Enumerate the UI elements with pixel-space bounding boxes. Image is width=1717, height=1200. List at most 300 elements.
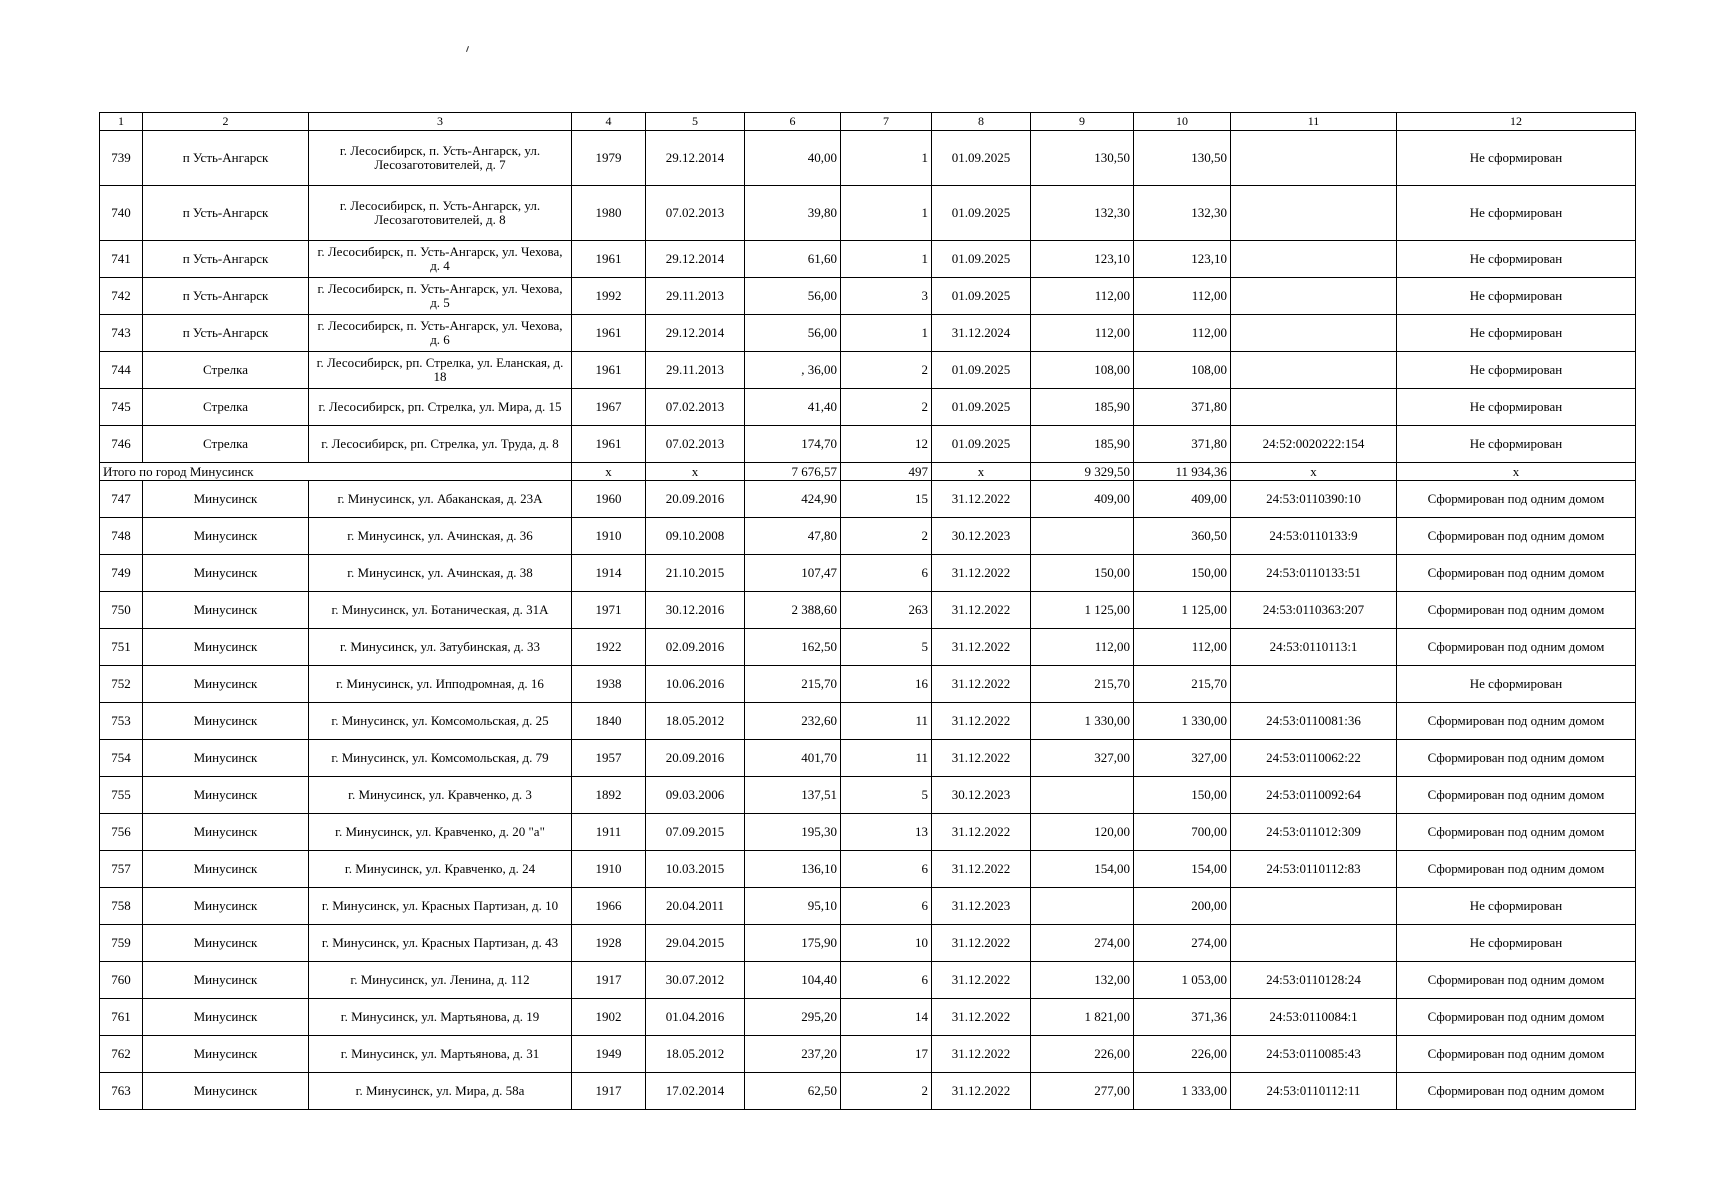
record-date: 01.04.2016 <box>646 999 745 1036</box>
area-value: 41,40 <box>745 389 841 426</box>
row-number: 754 <box>100 740 143 777</box>
resident-count: 1 <box>841 241 932 278</box>
resident-count: 3 <box>841 278 932 315</box>
resident-count: 2 <box>841 518 932 555</box>
row-number: 742 <box>100 278 143 315</box>
land-status: Сформирован под одним домом <box>1397 592 1636 629</box>
record-date: 29.11.2013 <box>646 352 745 389</box>
table-row <box>100 1073 1636 1110</box>
row-number: 739 <box>100 131 143 186</box>
area-value: 2 388,60 <box>745 592 841 629</box>
cadastral-number: 24:53:011012:309 <box>1231 814 1397 851</box>
record-date: 29.11.2013 <box>646 278 745 315</box>
col10-value: 200,00 <box>1134 888 1231 925</box>
col9-value: 185,90 <box>1031 426 1134 463</box>
column-number-row <box>100 113 1636 131</box>
col9-value: 215,70 <box>1031 666 1134 703</box>
table-row <box>100 352 1636 389</box>
area-value: 47,80 <box>745 518 841 555</box>
col10-value: 112,00 <box>1134 629 1231 666</box>
cadastral-number: 24:53:0110112:83 <box>1231 851 1397 888</box>
deadline-date: 31.12.2024 <box>932 315 1031 352</box>
land-status: Не сформирован <box>1397 278 1636 315</box>
address: г. Лесосибирск, п. Усть-Ангарск, ул. Лесозаготовителей, д. 7 <box>309 131 572 186</box>
col9-value: 327,00 <box>1031 740 1134 777</box>
column-number: 8 <box>932 113 1031 131</box>
build-year: 1910 <box>572 851 646 888</box>
table-row <box>100 629 1636 666</box>
resident-count: 2 <box>841 352 932 389</box>
address: г. Лесосибирск, рп. Стрелка, ул. Труда, д. 8 <box>309 426 572 463</box>
row-number: 760 <box>100 962 143 999</box>
deadline-date: 31.12.2022 <box>932 740 1031 777</box>
settlement: Минусинск <box>143 1073 309 1110</box>
col9-value: 274,00 <box>1031 925 1134 962</box>
settlement: Минусинск <box>143 925 309 962</box>
record-date: 20.04.2011 <box>646 888 745 925</box>
col10-value: 112,00 <box>1134 315 1231 352</box>
table-row <box>100 777 1636 814</box>
row-number: 759 <box>100 925 143 962</box>
deadline-date: 31.12.2022 <box>932 666 1031 703</box>
settlement: Минусинск <box>143 740 309 777</box>
deadline-date: 31.12.2022 <box>932 703 1031 740</box>
build-year: 1961 <box>572 352 646 389</box>
settlement: Стрелка <box>143 352 309 389</box>
col10-value: 371,36 <box>1134 999 1231 1036</box>
build-year: 1922 <box>572 629 646 666</box>
row-number: 763 <box>100 1073 143 1110</box>
column-number: 6 <box>745 113 841 131</box>
cadastral-number: 24:53:0110112:11 <box>1231 1073 1397 1110</box>
table-row <box>100 925 1636 962</box>
address: г. Минусинск, ул. Кравченко, д. 3 <box>309 777 572 814</box>
cadastral-number <box>1231 131 1397 186</box>
build-year: 1961 <box>572 426 646 463</box>
column-number: 4 <box>572 113 646 131</box>
address: г. Лесосибирск, п. Усть-Ангарск, ул. Лесозаготовителей, д. 8 <box>309 186 572 241</box>
settlement: Стрелка <box>143 426 309 463</box>
col9-value: 132,00 <box>1031 962 1134 999</box>
record-date: 20.09.2016 <box>646 481 745 518</box>
land-status: Сформирован под одним домом <box>1397 1073 1636 1110</box>
col9-value: 1 330,00 <box>1031 703 1134 740</box>
col10-value: 327,00 <box>1134 740 1231 777</box>
record-date: 29.12.2014 <box>646 241 745 278</box>
address: г. Минусинск, ул. Ачинская, д. 38 <box>309 555 572 592</box>
row-number: 753 <box>100 703 143 740</box>
column-number: 2 <box>143 113 309 131</box>
build-year: 1966 <box>572 888 646 925</box>
col10-value: 226,00 <box>1134 1036 1231 1073</box>
area-value: 195,30 <box>745 814 841 851</box>
resident-count: 2 <box>841 1073 932 1110</box>
area-value: 61,60 <box>745 241 841 278</box>
resident-count: 6 <box>841 851 932 888</box>
settlement: Минусинск <box>143 777 309 814</box>
col10-value: 1 330,00 <box>1134 703 1231 740</box>
total-deadline-date: x <box>932 463 1031 481</box>
cadastral-number <box>1231 186 1397 241</box>
settlement: п Усть-Ангарск <box>143 241 309 278</box>
housing-register-sheet <box>99 112 1636 1110</box>
cadastral-number: 24:53:0110085:43 <box>1231 1036 1397 1073</box>
address: г. Минусинск, ул. Красных Партизан, д. 10 <box>309 888 572 925</box>
area-value: 295,20 <box>745 999 841 1036</box>
record-date: 29.12.2014 <box>646 131 745 186</box>
land-status: Сформирован под одним домом <box>1397 481 1636 518</box>
housing-table <box>99 112 1636 1110</box>
deadline-date: 31.12.2022 <box>932 1073 1031 1110</box>
build-year: 1892 <box>572 777 646 814</box>
total-status: x <box>1397 463 1636 481</box>
column-number: 5 <box>646 113 745 131</box>
total-build-year: x <box>572 463 646 481</box>
table-row <box>100 814 1636 851</box>
deadline-date: 01.09.2025 <box>932 389 1031 426</box>
total-col10: 11 934,36 <box>1134 463 1231 481</box>
deadline-date: 31.12.2022 <box>932 925 1031 962</box>
col10-value: 150,00 <box>1134 777 1231 814</box>
table-row <box>100 851 1636 888</box>
record-date: 07.09.2015 <box>646 814 745 851</box>
area-value: 62,50 <box>745 1073 841 1110</box>
land-status: Сформирован под одним домом <box>1397 629 1636 666</box>
column-number: 1 <box>100 113 143 131</box>
address: г. Минусинск, ул. Затубинская, д. 33 <box>309 629 572 666</box>
col10-value: 371,80 <box>1134 389 1231 426</box>
address: г. Лесосибирск, п. Усть-Ангарск, ул. Чехова, д. 6 <box>309 315 572 352</box>
address: г. Минусинск, ул. Комсомольская, д. 79 <box>309 740 572 777</box>
col9-value: 185,90 <box>1031 389 1134 426</box>
col9-value: 123,10 <box>1031 241 1134 278</box>
address: г. Минусинск, ул. Мартьянова, д. 31 <box>309 1036 572 1073</box>
deadline-date: 30.12.2023 <box>932 518 1031 555</box>
record-date: 09.10.2008 <box>646 518 745 555</box>
land-status: Сформирован под одним домом <box>1397 999 1636 1036</box>
resident-count: 6 <box>841 962 932 999</box>
settlement: Минусинск <box>143 481 309 518</box>
deadline-date: 01.09.2025 <box>932 131 1031 186</box>
deadline-date: 31.12.2022 <box>932 629 1031 666</box>
build-year: 1917 <box>572 962 646 999</box>
resident-count: 11 <box>841 703 932 740</box>
deadline-date: 01.09.2025 <box>932 186 1031 241</box>
area-value: 104,40 <box>745 962 841 999</box>
col10-value: 409,00 <box>1134 481 1231 518</box>
row-number: 746 <box>100 426 143 463</box>
row-number: 741 <box>100 241 143 278</box>
build-year: 1917 <box>572 1073 646 1110</box>
address: г. Минусинск, ул. Ачинская, д. 36 <box>309 518 572 555</box>
row-number: 762 <box>100 1036 143 1073</box>
cadastral-number <box>1231 241 1397 278</box>
address: г. Минусинск, ул. Ботаническая, д. 31А <box>309 592 572 629</box>
col10-value: 700,00 <box>1134 814 1231 851</box>
col9-value: 112,00 <box>1031 278 1134 315</box>
col10-value: 150,00 <box>1134 555 1231 592</box>
address: г. Лесосибирск, рп. Стрелка, ул. Еланская, д. 18 <box>309 352 572 389</box>
deadline-date: 31.12.2022 <box>932 999 1031 1036</box>
col10-value: 154,00 <box>1134 851 1231 888</box>
land-status: Не сформирован <box>1397 186 1636 241</box>
build-year: 1840 <box>572 703 646 740</box>
cadastral-number: 24:52:0020222:154 <box>1231 426 1397 463</box>
area-value: 162,50 <box>745 629 841 666</box>
table-row <box>100 426 1636 463</box>
land-status: Сформирован под одним домом <box>1397 814 1636 851</box>
land-status: Не сформирован <box>1397 925 1636 962</box>
settlement: Минусинск <box>143 666 309 703</box>
settlement: Минусинск <box>143 629 309 666</box>
deadline-date: 31.12.2022 <box>932 814 1031 851</box>
record-date: 07.02.2013 <box>646 186 745 241</box>
table-row <box>100 481 1636 518</box>
area-value: 174,70 <box>745 426 841 463</box>
deadline-date: 31.12.2022 <box>932 1036 1031 1073</box>
area-value: 95,10 <box>745 888 841 925</box>
land-status: Не сформирован <box>1397 241 1636 278</box>
build-year: 1911 <box>572 814 646 851</box>
build-year: 1949 <box>572 1036 646 1073</box>
deadline-date: 01.09.2025 <box>932 352 1031 389</box>
cadastral-number <box>1231 666 1397 703</box>
land-status: Сформирован под одним домом <box>1397 851 1636 888</box>
address: г. Лесосибирск, п. Усть-Ангарск, ул. Чехова, д. 4 <box>309 241 572 278</box>
record-date: 18.05.2012 <box>646 703 745 740</box>
row-number: 750 <box>100 592 143 629</box>
land-status: Не сформирован <box>1397 666 1636 703</box>
deadline-date: 31.12.2023 <box>932 888 1031 925</box>
deadline-date: 31.12.2022 <box>932 481 1031 518</box>
land-status: Не сформирован <box>1397 315 1636 352</box>
total-area: 7 676,57 <box>745 463 841 481</box>
area-value: 136,10 <box>745 851 841 888</box>
build-year: 1980 <box>572 186 646 241</box>
row-number: 740 <box>100 186 143 241</box>
column-number: 11 <box>1231 113 1397 131</box>
settlement: п Усть-Ангарск <box>143 186 309 241</box>
area-value: 232,60 <box>745 703 841 740</box>
build-year: 1961 <box>572 315 646 352</box>
col10-value: 112,00 <box>1134 278 1231 315</box>
build-year: 1967 <box>572 389 646 426</box>
build-year: 1960 <box>572 481 646 518</box>
build-year: 1928 <box>572 925 646 962</box>
col10-value: 123,10 <box>1134 241 1231 278</box>
record-date: 17.02.2014 <box>646 1073 745 1110</box>
settlement: Минусинск <box>143 962 309 999</box>
cadastral-number <box>1231 278 1397 315</box>
record-date: 30.12.2016 <box>646 592 745 629</box>
resident-count: 15 <box>841 481 932 518</box>
resident-count: 1 <box>841 186 932 241</box>
area-value: , 36,00 <box>745 352 841 389</box>
cadastral-number: 24:53:0110084:1 <box>1231 999 1397 1036</box>
build-year: 1979 <box>572 131 646 186</box>
row-number: 745 <box>100 389 143 426</box>
column-number: 12 <box>1397 113 1636 131</box>
resident-count: 13 <box>841 814 932 851</box>
settlement: п Усть-Ангарск <box>143 315 309 352</box>
record-date: 21.10.2015 <box>646 555 745 592</box>
col9-value: 154,00 <box>1031 851 1134 888</box>
col9-value: 120,00 <box>1031 814 1134 851</box>
settlement: Минусинск <box>143 888 309 925</box>
record-date: 07.02.2013 <box>646 426 745 463</box>
col9-value: 112,00 <box>1031 315 1134 352</box>
record-date: 29.12.2014 <box>646 315 745 352</box>
address: г. Лесосибирск, п. Усть-Ангарск, ул. Чехова, д. 5 <box>309 278 572 315</box>
settlement: Минусинск <box>143 814 309 851</box>
col9-value: 409,00 <box>1031 481 1134 518</box>
area-value: 215,70 <box>745 666 841 703</box>
area-value: 56,00 <box>745 278 841 315</box>
row-number: 761 <box>100 999 143 1036</box>
row-number: 756 <box>100 814 143 851</box>
cadastral-number <box>1231 352 1397 389</box>
table-row <box>100 131 1636 186</box>
settlement: п Усть-Ангарск <box>143 131 309 186</box>
record-date: 10.03.2015 <box>646 851 745 888</box>
row-number: 743 <box>100 315 143 352</box>
land-status: Не сформирован <box>1397 131 1636 186</box>
area-value: 107,47 <box>745 555 841 592</box>
deadline-date: 31.12.2022 <box>932 962 1031 999</box>
col10-value: 371,80 <box>1134 426 1231 463</box>
table-row <box>100 241 1636 278</box>
build-year: 1971 <box>572 592 646 629</box>
resident-count: 263 <box>841 592 932 629</box>
resident-count: 6 <box>841 555 932 592</box>
column-number: 3 <box>309 113 572 131</box>
total-label: Итого по город Минусинск <box>100 463 572 481</box>
total-col9: 9 329,50 <box>1031 463 1134 481</box>
col9-value <box>1031 777 1134 814</box>
land-status: Не сформирован <box>1397 389 1636 426</box>
col9-value: 150,00 <box>1031 555 1134 592</box>
resident-count: 11 <box>841 740 932 777</box>
build-year: 1992 <box>572 278 646 315</box>
table-row <box>100 666 1636 703</box>
deadline-date: 31.12.2022 <box>932 555 1031 592</box>
col9-value: 277,00 <box>1031 1073 1134 1110</box>
col10-value: 360,50 <box>1134 518 1231 555</box>
build-year: 1957 <box>572 740 646 777</box>
resident-count: 1 <box>841 131 932 186</box>
address: г. Минусинск, ул. Мартьянова, д. 19 <box>309 999 572 1036</box>
cadastral-number <box>1231 389 1397 426</box>
table-row <box>100 740 1636 777</box>
land-status: Не сформирован <box>1397 352 1636 389</box>
address: г. Лесосибирск, рп. Стрелка, ул. Мира, д. 15 <box>309 389 572 426</box>
table-row <box>100 278 1636 315</box>
settlement: Минусинск <box>143 518 309 555</box>
record-date: 07.02.2013 <box>646 389 745 426</box>
col9-value: 112,00 <box>1031 629 1134 666</box>
row-number: 748 <box>100 518 143 555</box>
table-row <box>100 999 1636 1036</box>
cadastral-number <box>1231 315 1397 352</box>
table-row <box>100 592 1636 629</box>
row-number: 758 <box>100 888 143 925</box>
col10-value: 1 333,00 <box>1134 1073 1231 1110</box>
settlement: Минусинск <box>143 851 309 888</box>
land-status: Не сформирован <box>1397 888 1636 925</box>
cadastral-number: 24:53:0110363:207 <box>1231 592 1397 629</box>
land-status: Сформирован под одним домом <box>1397 740 1636 777</box>
resident-count: 5 <box>841 777 932 814</box>
total-resident-count: 497 <box>841 463 932 481</box>
row-number: 747 <box>100 481 143 518</box>
deadline-date: 31.12.2022 <box>932 851 1031 888</box>
col10-value: 132,30 <box>1134 186 1231 241</box>
address: г. Минусинск, ул. Кравченко, д. 24 <box>309 851 572 888</box>
address: г. Минусинск, ул. Ипподромная, д. 16 <box>309 666 572 703</box>
cadastral-number: 24:53:0110062:22 <box>1231 740 1397 777</box>
settlement: Минусинск <box>143 703 309 740</box>
record-date: 10.06.2016 <box>646 666 745 703</box>
build-year: 1914 <box>572 555 646 592</box>
land-status: Сформирован под одним домом <box>1397 962 1636 999</box>
area-value: 56,00 <box>745 315 841 352</box>
cadastral-number: 24:53:0110133:51 <box>1231 555 1397 592</box>
resident-count: 10 <box>841 925 932 962</box>
record-date: 20.09.2016 <box>646 740 745 777</box>
cadastral-number: 24:53:0110113:1 <box>1231 629 1397 666</box>
table-row <box>100 186 1636 241</box>
settlement: Стрелка <box>143 389 309 426</box>
column-number: 7 <box>841 113 932 131</box>
resident-count: 2 <box>841 389 932 426</box>
deadline-date: 31.12.2022 <box>932 592 1031 629</box>
col9-value <box>1031 518 1134 555</box>
col10-value: 1 125,00 <box>1134 592 1231 629</box>
total-row <box>100 463 1636 481</box>
deadline-date: 01.09.2025 <box>932 278 1031 315</box>
col10-value: 1 053,00 <box>1134 962 1231 999</box>
record-date: 09.03.2006 <box>646 777 745 814</box>
build-year: 1961 <box>572 241 646 278</box>
deadline-date: 01.09.2025 <box>932 426 1031 463</box>
table-row <box>100 888 1636 925</box>
column-number: 10 <box>1134 113 1231 131</box>
land-status: Сформирован под одним домом <box>1397 1036 1636 1073</box>
area-value: 175,90 <box>745 925 841 962</box>
address: г. Минусинск, ул. Комсомольская, д. 25 <box>309 703 572 740</box>
col9-value: 1 125,00 <box>1031 592 1134 629</box>
record-date: 02.09.2016 <box>646 629 745 666</box>
table-row <box>100 703 1636 740</box>
build-year: 1902 <box>572 999 646 1036</box>
area-value: 137,51 <box>745 777 841 814</box>
total-record-date: x <box>646 463 745 481</box>
land-status: Сформирован под одним домом <box>1397 703 1636 740</box>
row-number: 751 <box>100 629 143 666</box>
build-year: 1910 <box>572 518 646 555</box>
row-number: 744 <box>100 352 143 389</box>
col10-value: 108,00 <box>1134 352 1231 389</box>
land-status: Сформирован под одним домом <box>1397 777 1636 814</box>
area-value: 424,90 <box>745 481 841 518</box>
land-status: Не сформирован <box>1397 426 1636 463</box>
row-number: 749 <box>100 555 143 592</box>
row-number: 757 <box>100 851 143 888</box>
resident-count: 17 <box>841 1036 932 1073</box>
col10-value: 274,00 <box>1134 925 1231 962</box>
resident-count: 16 <box>841 666 932 703</box>
col10-value: 215,70 <box>1134 666 1231 703</box>
